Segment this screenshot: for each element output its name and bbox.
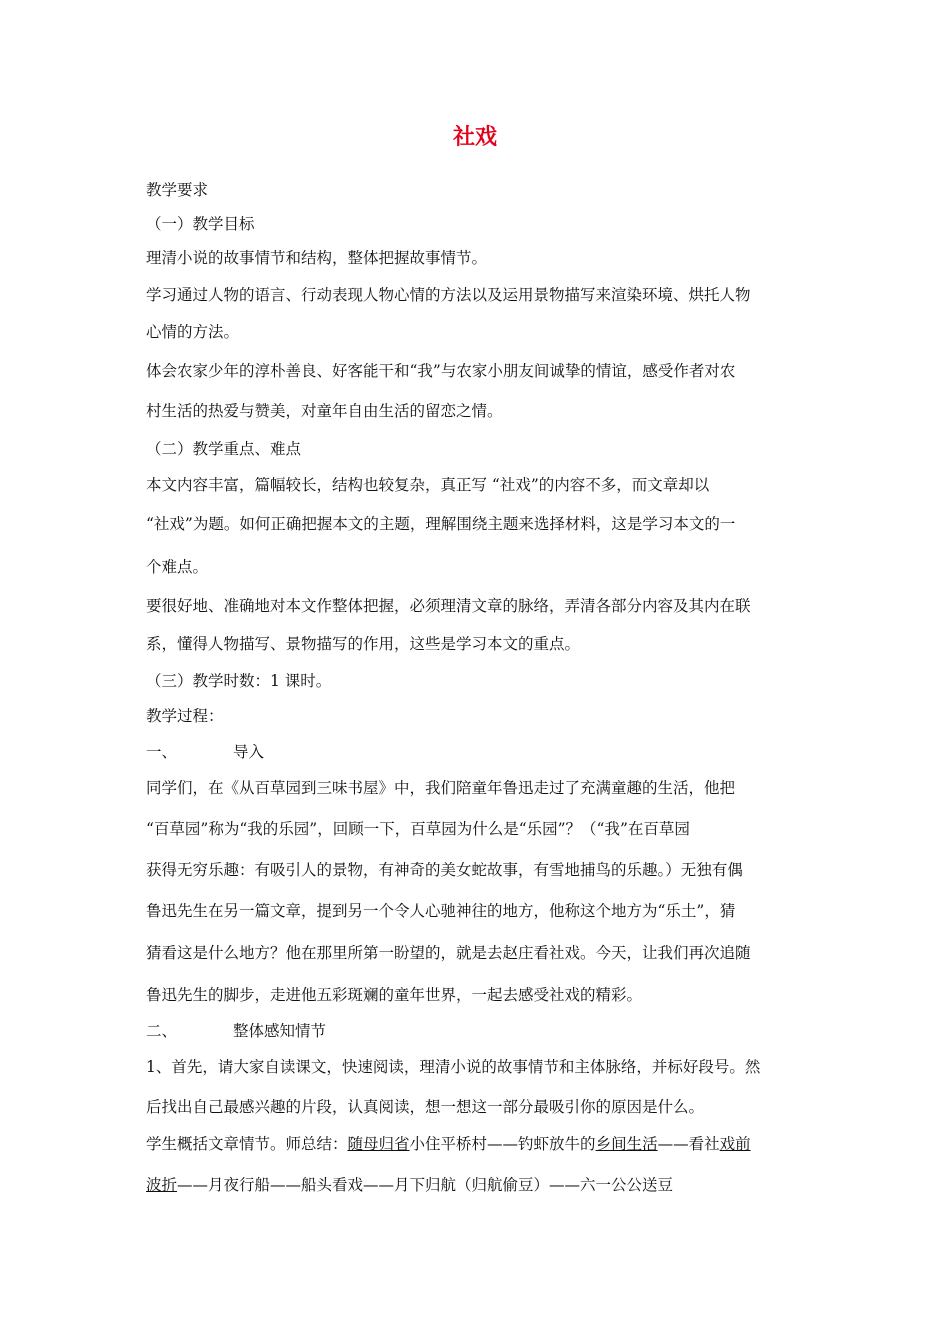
- subheading-key-points: （二）教学重点、难点: [146, 440, 302, 458]
- section-number: 一、: [146, 743, 178, 761]
- section-heading-plot: [146, 1021, 326, 1041]
- paragraph-line: 获得无穷乐趣：有吸引人的景物，有神奇的美女蛇故事，有雪地捕鸟的乐趣。）无独有偶: [146, 861, 743, 879]
- plot-step-underlined: 戏前: [719, 1135, 751, 1153]
- subheading-teaching-hours: （三）教学时数：1 课时。: [146, 672, 332, 690]
- section-number: 二、: [146, 1022, 178, 1040]
- heading-teaching-requirements: 教学要求: [146, 181, 209, 199]
- section-title: 导入: [233, 743, 265, 761]
- section-heading-intro: [146, 742, 264, 762]
- paragraph-line: 本文内容丰富，篇幅较长，结构也较复杂，真正写 “社戏”的内容不多，而文章却以: [146, 476, 710, 494]
- page-title: 社戏: [452, 124, 497, 150]
- paragraph-line: 同学们，在《从百草园到三味书屋》中，我们陪童年鲁迅走过了充满童趣的生活，他把: [146, 779, 736, 797]
- plot-step-underlined: 随母归省: [347, 1135, 410, 1153]
- plot-step-underlined: 波折: [146, 1176, 178, 1194]
- paragraph-line: 村生活的热爱与赞美，对童年自由生活的留恋之情。: [146, 402, 503, 420]
- paragraph-line: 1、首先，请大家自读课文，快速阅读，理清小说的故事情节和主体脉络，并标好段号。然: [146, 1058, 761, 1076]
- subheading-teaching-goals: （一）教学目标: [146, 215, 255, 233]
- paragraph-line: 心情的方法。: [146, 323, 240, 341]
- paragraph-line: 要很好地、准确地对本文作整体把握，必须理清文章的脉络，弄清各部分内容及其内在联: [146, 597, 751, 615]
- summary-text: ——月夜行船——船头看戏——月下归航（归航偷豆）——六一公公送豆: [177, 1176, 674, 1194]
- heading-teaching-process: 教学过程：: [146, 707, 224, 725]
- summary-text: ——钓虾放牛的: [487, 1135, 596, 1153]
- paragraph-line: 系，懂得人物描写、景物描写的作用，这些是学习本文的重点。: [146, 635, 581, 653]
- section-title: 整体感知情节: [233, 1022, 327, 1040]
- paragraph-line: “社戏”为题。如何正确把握本文的主题，理解围绕主题来选择材料，这是学习本文的一: [146, 515, 736, 533]
- paragraph-line: 理清小说的故事情节和结构，整体把握故事情节。: [146, 249, 488, 267]
- paragraph-line: 猜看这是什么地方？他在那里所第一盼望的，就是去赵庄看社戏。今天，让我们再次追随: [146, 944, 751, 962]
- summary-text: 小住平桥村: [409, 1135, 488, 1153]
- summary-text: ——看社: [657, 1135, 720, 1153]
- plot-step-underlined: 乡间生活: [595, 1135, 658, 1153]
- paragraph-line: “百草园”称为“我的乐园”，回顾一下，百草园为什么是“乐园”？（“我”在百草园: [146, 820, 690, 838]
- paragraph-line: 个难点。: [146, 558, 209, 576]
- paragraph-line: 学习通过人物的语言、行动表现人物心情的方法以及运用景物描写来渲染环境、烘托人物: [146, 286, 751, 304]
- paragraph-line: 后找出自己最感兴趣的片段，认真阅读，想一想这一部分最吸引你的原因是什么。: [146, 1098, 705, 1116]
- plot-summary-line: [146, 1175, 673, 1195]
- paragraph-line: 体会农家少年的淳朴善良、好客能干和“我”与农家小朋友间诚挚的情谊，感受作者对农: [146, 362, 736, 380]
- paragraph-line: 鲁迅先生的脚步，走进他五彩斑斓的童年世界，一起去感受社戏的精彩。: [146, 986, 643, 1004]
- summary-text: 学生概括文章情节。师总结：: [146, 1135, 348, 1153]
- plot-summary-line: [146, 1134, 751, 1154]
- paragraph-line: 鲁迅先生在另一篇文章，提到另一个令人心驰神往的地方，他称这个地方为“乐土”，猜: [146, 902, 736, 920]
